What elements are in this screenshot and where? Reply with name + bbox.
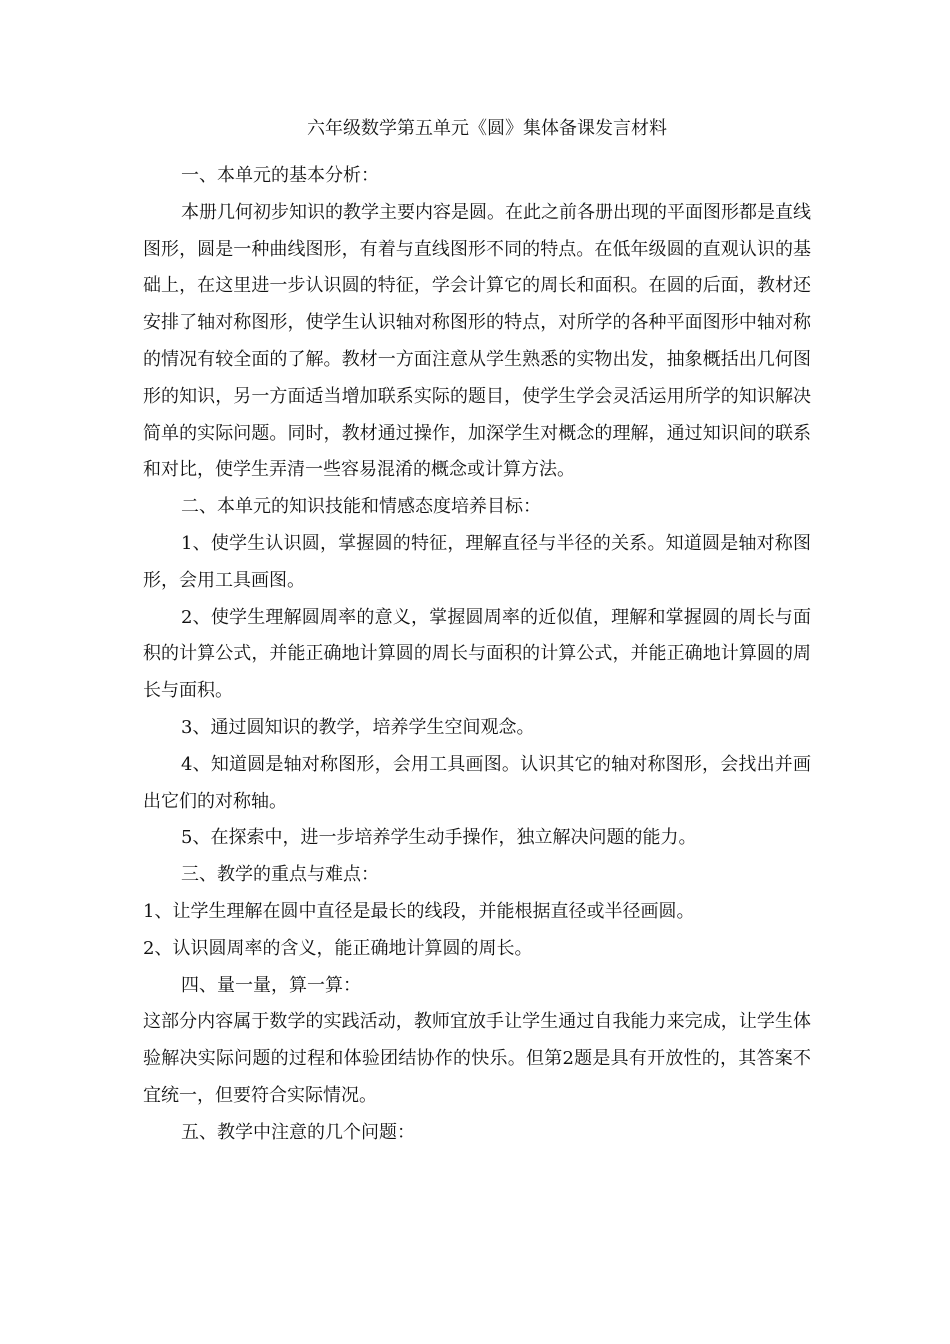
section-2-item-2: 2、使学生理解圆周率的意义，掌握圆周率的近似值，理解和掌握圆的周长与面积的计算公式，并能正确地计算圆的周长与面积的计算公式，并能正确地计算圆的周长与面积。 — [143, 606, 811, 702]
section-3-heading: 三、教学的重点与难点： — [181, 864, 379, 886]
section-1-body: 本册几何初步知识的教学主要内容是圆。在此之前各册出现的平面图形都是直线图形，圆是一种曲线图形，有着与直线图形不同的特点。在低年级圆的直观认识的基础上，在这里进一步认识圆的特征，学会计算它的周长和面积。在圆的后面，教材还安排了轴对称图形，使学生认识轴对称图形的特点，对所学的各种平面图形中轴对称的情况有较全面的了解。教材一方面注意从学生熟悉的实物出发，抽象概括出几何图形的知识，另一方面适当增加联系实际的题目，使学生学会灵活运用所学的知识解决简单的实际问题。同时，教材通过操作，加深学生对概念的理解，通过知识间的联系和对比，使学生弄清一些容易混淆的概念或计算方法。 — [143, 201, 811, 481]
section-2-item-5: 5、在探索中，进一步培养学生动手操作，独立解决问题的能力。 — [181, 827, 697, 849]
section-4-heading: 四、量一量，算一算： — [181, 974, 361, 996]
section-5-heading: 五、教学中注意的几个问题： — [181, 1121, 415, 1143]
section-2-item-1: 1、使学生认识圆，掌握圆的特征，理解直径与半径的关系。知道圆是轴对称图形，会用工具画图。 — [143, 532, 811, 591]
section-2-item-4: 4、知道圆是轴对称图形，会用工具画图。认识其它的轴对称图形，会找出并画出它们的对称轴。 — [143, 753, 811, 812]
section-2-heading: 二、本单元的知识技能和情感态度培养目标： — [181, 496, 541, 518]
document-title: 六年级数学第五单元《圆》集体备课发言材料 — [307, 118, 667, 139]
section-3-item-2: 2、认识圆周率的含义，能正确地计算圆的周长。 — [143, 937, 533, 959]
section-3-item-1: 1、让学生理解在圆中直径是最长的线段，并能根据直径或半径画圆。 — [143, 900, 695, 922]
section-2-item-3: 3、通过圆知识的教学，培养学生空间观念。 — [181, 716, 535, 738]
section-4-body: 这部分内容属于数学的实践活动，教师宜放手让学生通过自我能力来完成，让学生体验解决实际问题的过程和体验团结协作的快乐。但第2题是具有开放性的，其答案不宜统一，但要符合实际情况。 — [143, 1011, 811, 1106]
document-page — [143, 112, 811, 1152]
section-1-heading: 一、本单元的基本分析： — [181, 165, 379, 186]
